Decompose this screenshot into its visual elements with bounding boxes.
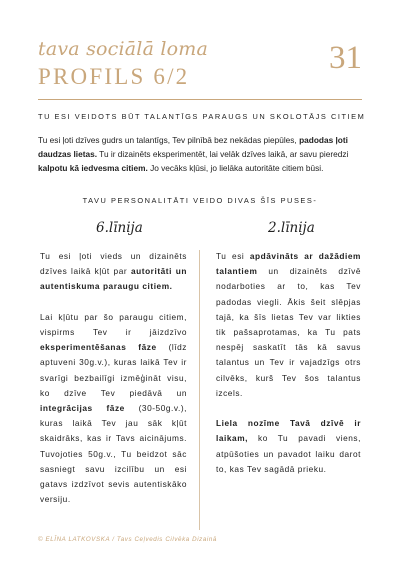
column-divider bbox=[199, 250, 200, 530]
right-paragraph-2: Liela nozīme Tavā dzīvē ir laikam, ko Tu pavadi viens, atpūšoties un pavadot laiku darot to, kas Tev sagādā prieku. bbox=[216, 418, 361, 474]
left-column bbox=[40, 249, 187, 523]
right-column bbox=[216, 249, 361, 492]
sides-heading: TAVU PERSONALITĀTI VEIDO DIVAS ŠĪS PUSES- bbox=[82, 196, 318, 205]
header-divider bbox=[38, 99, 362, 100]
page-title: PROFILS 6/2 bbox=[38, 64, 190, 89]
header-subtitle: tava sociālā loma bbox=[38, 38, 209, 60]
left-paragraph-2: Lai kļūtu par šo paraugu citiem, vispirms Tev ir jāizdzīvo eksperimentēšanas fāze (līdz aptuveni 30g.v.), kuras laikā Tev ir svarīgi bezbailīgi izmēģināt visu, ko dzīve Tev piedāvā un integrācijas fāze (30-50g.v.), kuras laikā Tev jau sāk kļūt skaidrāks, kas ir Tavs aicinājums. Tuvojoties 50g.v., Tu beidzot sāc sasniegt savu izcilību un esi gatavs izdzīvot sevis autentiskāko versiju. bbox=[40, 311, 187, 505]
footer-credit: © ELĪNA LATKOVSKA / Tavs Ceļvedis Cilvēka Dizainā bbox=[38, 536, 217, 543]
intro-heading: TU ESI VEIDOTS BŪT TALANTĪGS PARAUGS UN SKOLOTĀJS CITIEM bbox=[38, 112, 366, 121]
intro-paragraph: Tu esi ļoti dzīves gudrs un talantīgs, Tev pilnībā bez nekādas piepūles, padodas ļoti daudzas lietas. Tu ir dizainēts eksperimentēt, lai velāk dzīves laikā, ar savu pieredzi kalpotu kā iedvesma citiem. Jo vecāks kļūsi, jo lielāka autoritāte citiem būsi. bbox=[38, 135, 349, 173]
left-paragraph-1: Tu esi ļoti vieds un dizainēts dzīves laikā kļūt par autoritāti un autentiskuma paraugu citiem. bbox=[40, 251, 187, 292]
right-column-title: 2.līnija bbox=[268, 220, 315, 236]
page-number: 31 bbox=[329, 40, 362, 76]
left-column-title: 6.līnija bbox=[96, 220, 143, 236]
right-paragraph-1: Tu esi apdāvināts ar dažādiem talantiem un dizainēts dzīvē nodarboties ar to, kas Tev padodas viegli. Ākis šeit slēpjas tajā, ka šīs lietas Tev var likties tik pašsaprotamas, ka Tu pats nespēj saskatīt tās kā savus talantus un Tev ir vajadzīgs otrs cilvēks, kurš Tev šos talantus izcels. bbox=[216, 251, 361, 398]
